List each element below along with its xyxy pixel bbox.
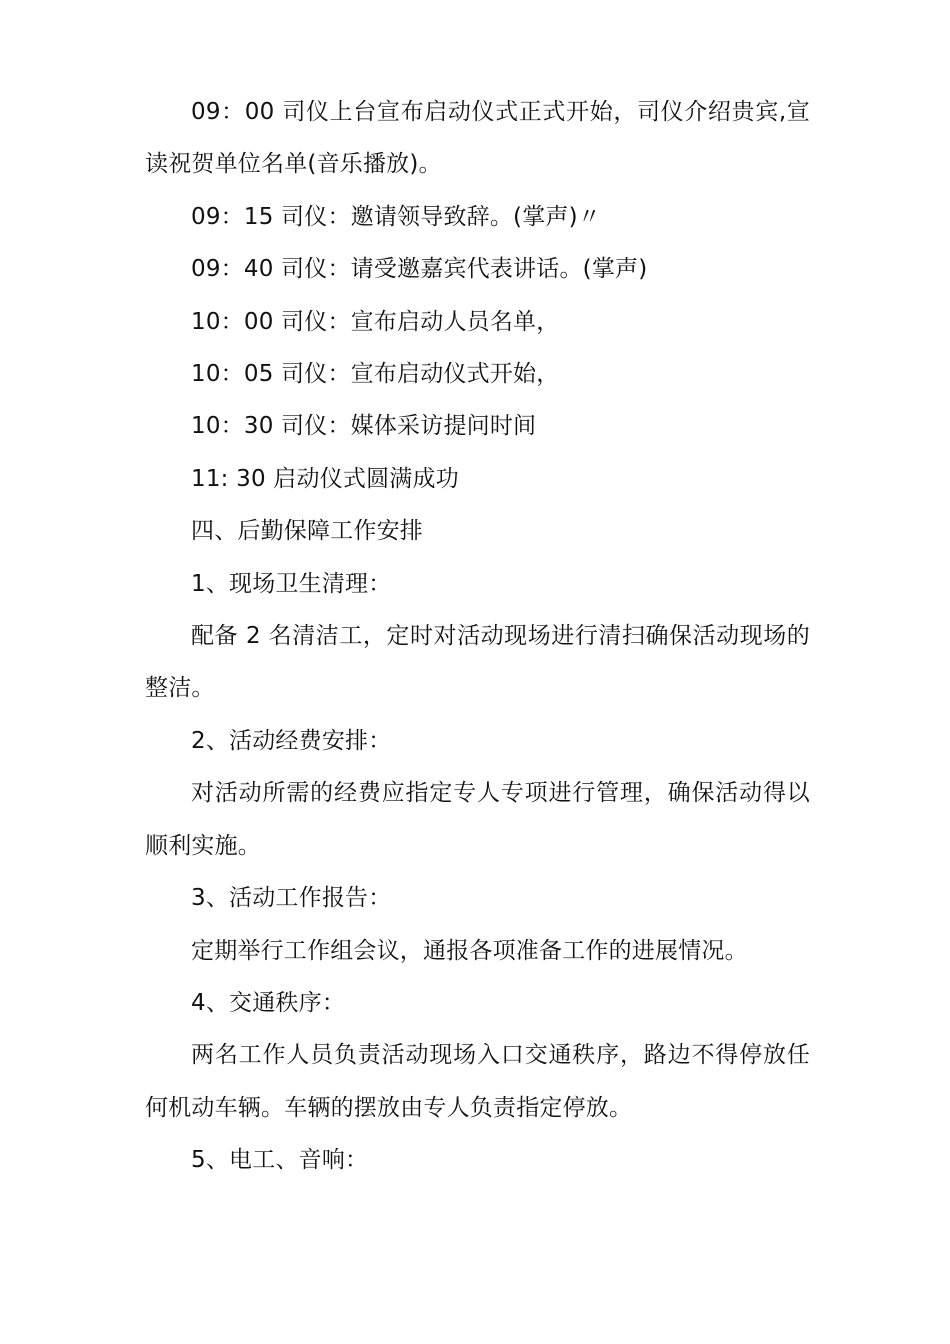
section-heading-logistics: 四、后勤保障工作安排 xyxy=(191,518,423,545)
item-heading-report: 3、活动工作报告： xyxy=(191,885,392,912)
schedule-1130: 11: 30 启动仪式圆满成功 xyxy=(191,465,459,492)
schedule-1005: 10：05 司仪：宣布启动仪式开始， xyxy=(191,361,560,388)
item-heading-budget: 2、活动经费安排： xyxy=(191,727,392,754)
item-body-traffic: 两名工作人员负责活动现场入口交通秩序，路边不得停放任何机动车辆。车辆的摆放由专人负责指定停放。 xyxy=(145,1042,810,1121)
schedule-0915: 09：15 司仪：邀请领导致辞。(掌声)〃 xyxy=(191,203,601,230)
item-body-budget: 对活动所需的经费应指定专人专项进行管理，确保活动得以顺利实施。 xyxy=(145,780,810,859)
item-heading-sanitation: 1、现场卫生清理： xyxy=(191,570,392,597)
document-body xyxy=(145,86,810,1187)
schedule-0940: 09：40 司仪：请受邀嘉宾代表讲话。(掌声) xyxy=(191,256,648,283)
item-body-report: 定期举行工作组会议，通报各项准备工作的进展情况。 xyxy=(191,937,748,964)
item-heading-traffic: 4、交通秩序： xyxy=(191,989,346,1016)
item-heading-electrical-audio: 5、电工、音响： xyxy=(191,1147,369,1174)
schedule-1030: 10：30 司仪：媒体采访提问时间 xyxy=(191,413,537,440)
schedule-0900: 09：00 司仪上台宣布启动仪式正式开始，司仪介绍贵宾,宣读祝贺单位名单(音乐播放)。 xyxy=(145,99,810,178)
schedule-1000: 10：00 司仪：宣布启动人员名单， xyxy=(191,308,560,335)
item-body-sanitation: 配备 2 名清洁工，定时对活动现场进行清扫确保活动现场的整洁。 xyxy=(145,623,810,702)
